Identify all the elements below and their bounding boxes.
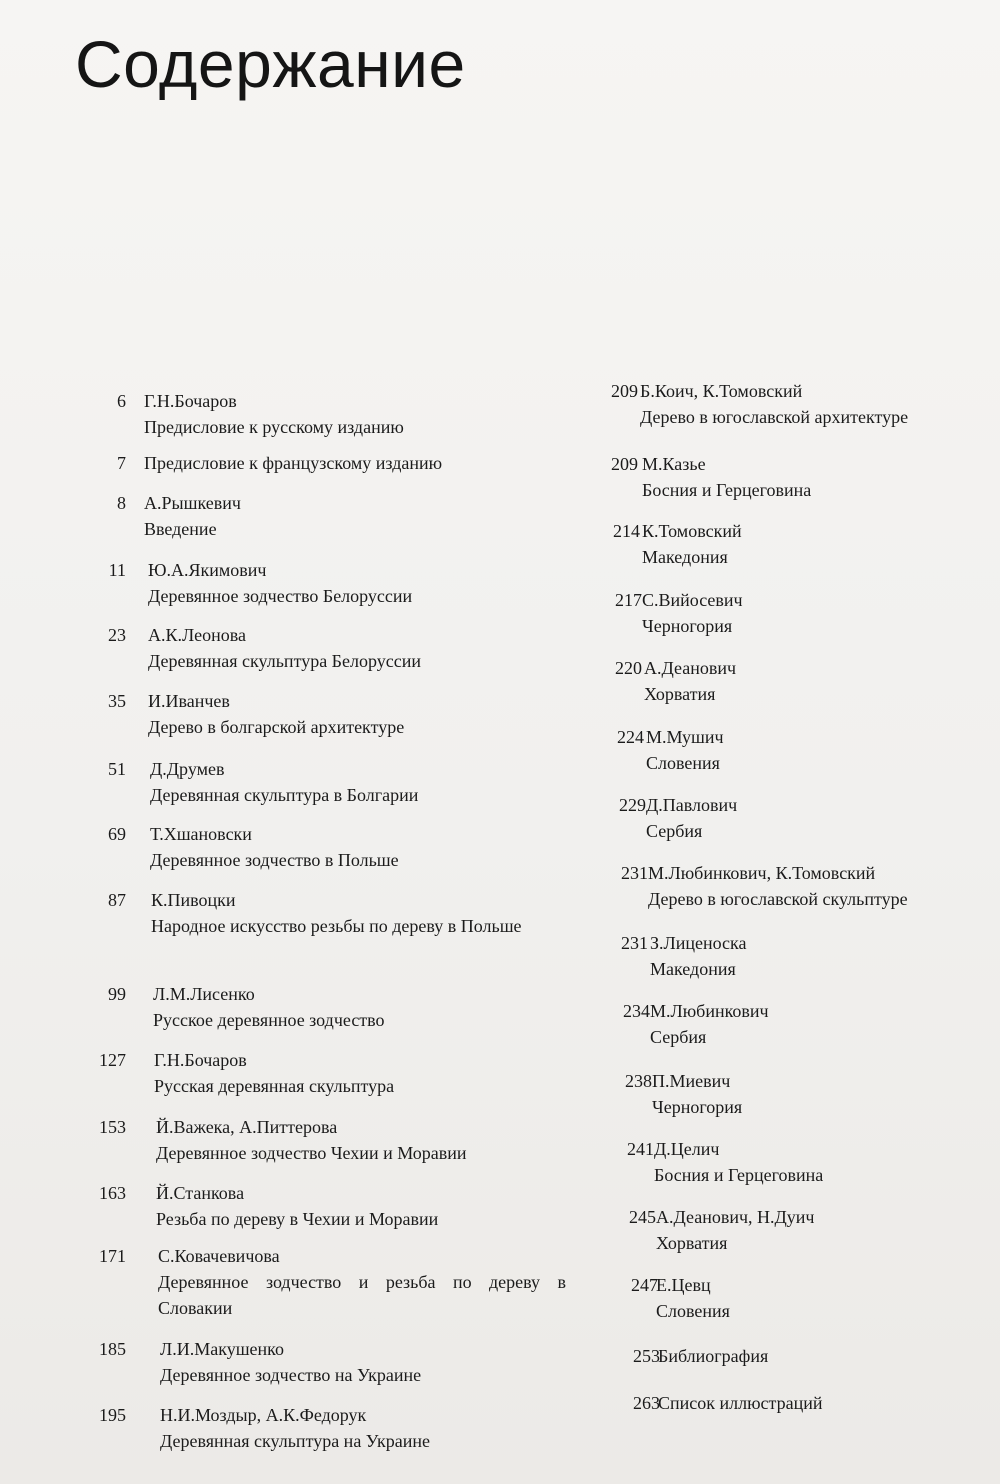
toc-page-number: 231: [621, 933, 648, 953]
toc-page-number: 263: [633, 1393, 660, 1413]
toc-page-number: 69: [108, 824, 126, 844]
toc-entry-text: [656, 1272, 996, 1324]
toc-title: Дерево в болгарской архитектуре: [148, 717, 405, 737]
toc-author: М.Любинкович: [650, 1001, 769, 1021]
toc-entry-text: [158, 1243, 566, 1321]
toc-title: Список иллюстраций: [658, 1393, 823, 1413]
toc-author: А.Деанович, Н.Дуич: [656, 1207, 815, 1227]
toc-title: Народное искусство резьбы по дереву в Польше: [151, 916, 522, 936]
toc-author: Г.Н.Бочаров: [154, 1050, 247, 1070]
toc-entry-text: [642, 451, 982, 503]
toc-page-number: 234: [623, 1001, 650, 1021]
toc-title: Словения: [646, 753, 720, 773]
toc-title: Предисловие к французскому изданию: [144, 453, 443, 473]
toc-entry-text: [642, 587, 982, 639]
toc-page-number: 238: [625, 1071, 652, 1091]
toc-title: Деревянное зодчество Белоруссии: [148, 586, 413, 606]
toc-title: Деревянное зодчество и резьба по дереву в Словакии: [158, 1272, 566, 1318]
toc-page-number: 87: [108, 890, 126, 910]
toc-title: Деревянное зодчество Чехии и Моравии: [156, 1143, 467, 1163]
toc-page-number: 195: [99, 1405, 126, 1425]
toc-title: Сербия: [650, 1027, 707, 1047]
toc-title: Русская деревянная скульптура: [154, 1076, 395, 1096]
toc-title: Дерево в югославской скульптуре: [648, 889, 908, 909]
toc-author: Л.М.Лисенко: [153, 984, 255, 1004]
toc-title: Дерево в югославской архитектуре: [640, 407, 909, 427]
toc-entry-text: [148, 622, 568, 674]
toc-author: Ю.А.Якимович: [148, 560, 267, 580]
toc-title: Введение: [144, 519, 217, 539]
toc-entry-text: [153, 981, 573, 1033]
toc-page-number: 51: [108, 759, 126, 779]
toc-author: А.К.Леонова: [148, 625, 246, 645]
toc-title: Деревянная скульптура Белоруссии: [148, 651, 421, 671]
toc-entry-text: [642, 518, 982, 570]
toc-page-number: 99: [108, 984, 126, 1004]
toc-page-number: 220: [615, 658, 642, 678]
toc-author: Д.Целич: [654, 1139, 720, 1159]
toc-entry-text: [654, 1136, 994, 1188]
toc-title: Деревянная скульптура в Болгарии: [150, 785, 419, 805]
toc-title: Резьба по дереву в Чехии и Моравии: [156, 1209, 439, 1229]
toc-entry-text: [150, 821, 570, 873]
toc-title: Деревянное зодчество на Украине: [160, 1365, 422, 1385]
toc-page-number: 23: [108, 625, 126, 645]
toc-page-number: 171: [99, 1246, 126, 1266]
toc-title: Библиография: [658, 1346, 769, 1366]
toc-page-number: 153: [99, 1117, 126, 1137]
toc-title: Предисловие к русскому изданию: [144, 417, 404, 437]
toc-entry-text: [154, 1047, 574, 1099]
toc-entry-text: [156, 1114, 576, 1166]
toc-author: М.Мушич: [646, 727, 724, 747]
toc-entry-text: [648, 860, 988, 912]
toc-author: М.Казье: [642, 454, 706, 474]
toc-entry-text: [646, 724, 986, 776]
toc-entry-text: [144, 388, 564, 440]
toc-author: С.Вийосевич: [642, 590, 743, 610]
toc-page-number: 35: [108, 691, 126, 711]
toc-title: Хорватия: [644, 684, 716, 704]
toc-title: Черногория: [642, 616, 733, 636]
toc-title: Черногория: [652, 1097, 743, 1117]
toc-page-number: 231: [621, 863, 648, 883]
toc-author: К.Томовский: [642, 521, 742, 541]
toc-title: Хорватия: [656, 1233, 728, 1253]
toc-author: С.Ковачевичова: [158, 1246, 280, 1266]
toc-page-number: 8: [117, 493, 126, 513]
toc-author: П.Миевич: [652, 1071, 731, 1091]
toc-title: Деревянное зодчество в Польше: [150, 850, 399, 870]
toc-author: А.Деанович: [644, 658, 737, 678]
toc-entry-text: [144, 450, 564, 476]
toc-author: Д.Друмев: [150, 759, 225, 779]
toc-author: А.Рышкевич: [144, 493, 241, 513]
toc-title: Деревянная скульптура на Украине: [160, 1431, 430, 1451]
toc-title: Русское деревянное зодчество: [153, 1010, 385, 1030]
toc-page-number: 185: [99, 1339, 126, 1359]
toc-page-number: 209: [611, 454, 638, 474]
toc-entry-text: [658, 1343, 998, 1369]
toc-author: Г.Н.Бочаров: [144, 391, 237, 411]
toc-page-number: 253: [633, 1346, 660, 1366]
toc-page-number: 163: [99, 1183, 126, 1203]
toc-title: Македония: [642, 547, 728, 567]
toc-author: Л.И.Макушенко: [160, 1339, 285, 1359]
toc-entry-text: [650, 930, 990, 982]
toc-entry-text: [644, 655, 984, 707]
toc-page-number: 241: [627, 1139, 654, 1159]
toc-author: Б.Коич, К.Томовский: [640, 381, 803, 401]
toc-entry-text: [646, 792, 986, 844]
toc-author: Д.Павлович: [646, 795, 738, 815]
toc-author: Т.Хшановски: [150, 824, 252, 844]
toc-page-number: 127: [99, 1050, 126, 1070]
toc-author: Й.Станкова: [156, 1183, 245, 1203]
toc-title: Босния и Герцеговина: [654, 1165, 824, 1185]
toc-title: Сербия: [646, 821, 703, 841]
toc-author: К.Пивоцки: [151, 890, 236, 910]
toc-page-number: 7: [117, 453, 126, 473]
toc-entry-text: [148, 688, 568, 740]
toc-entry-text: [150, 756, 570, 808]
page-title: Содержание: [75, 27, 466, 101]
toc-entry-text: [650, 998, 990, 1050]
toc-page-number: 217: [615, 590, 642, 610]
toc-entry-text: [160, 1402, 580, 1454]
toc-author: Й.Важека, А.Питтерова: [156, 1117, 338, 1137]
toc-page-number: 229: [619, 795, 646, 815]
toc-author: М.Любинкович, К.Томовский: [648, 863, 876, 883]
toc-title: Словения: [656, 1301, 730, 1321]
toc-entry-text: [658, 1390, 998, 1416]
toc-page-number: 214: [613, 521, 640, 541]
toc-title: Босния и Герцеговина: [642, 480, 812, 500]
toc-entry-text: [148, 557, 568, 609]
toc-entry-text: [144, 490, 564, 542]
toc-entry-text: [156, 1180, 576, 1232]
toc-entry-text: [640, 378, 980, 430]
toc-author: И.Иванчев: [148, 691, 230, 711]
toc-page-number: 224: [617, 727, 644, 747]
toc-page-number: 6: [117, 391, 126, 411]
toc-entry-text: [652, 1068, 992, 1120]
toc-author: З.Лиценоска: [650, 933, 747, 953]
toc-page-number: 245: [629, 1207, 656, 1227]
toc-entry-text: [160, 1336, 580, 1388]
toc-page-number: 209: [611, 381, 638, 401]
toc-title: Македония: [650, 959, 736, 979]
toc-author: Е.Цевц: [656, 1275, 711, 1295]
toc-page-number: 247: [631, 1275, 658, 1295]
toc-author: Н.И.Моздыр, А.К.Федорук: [160, 1405, 367, 1425]
toc-entry-text: [656, 1204, 996, 1256]
toc-page-number: 11: [108, 560, 126, 580]
toc-entry-text: [151, 887, 565, 939]
